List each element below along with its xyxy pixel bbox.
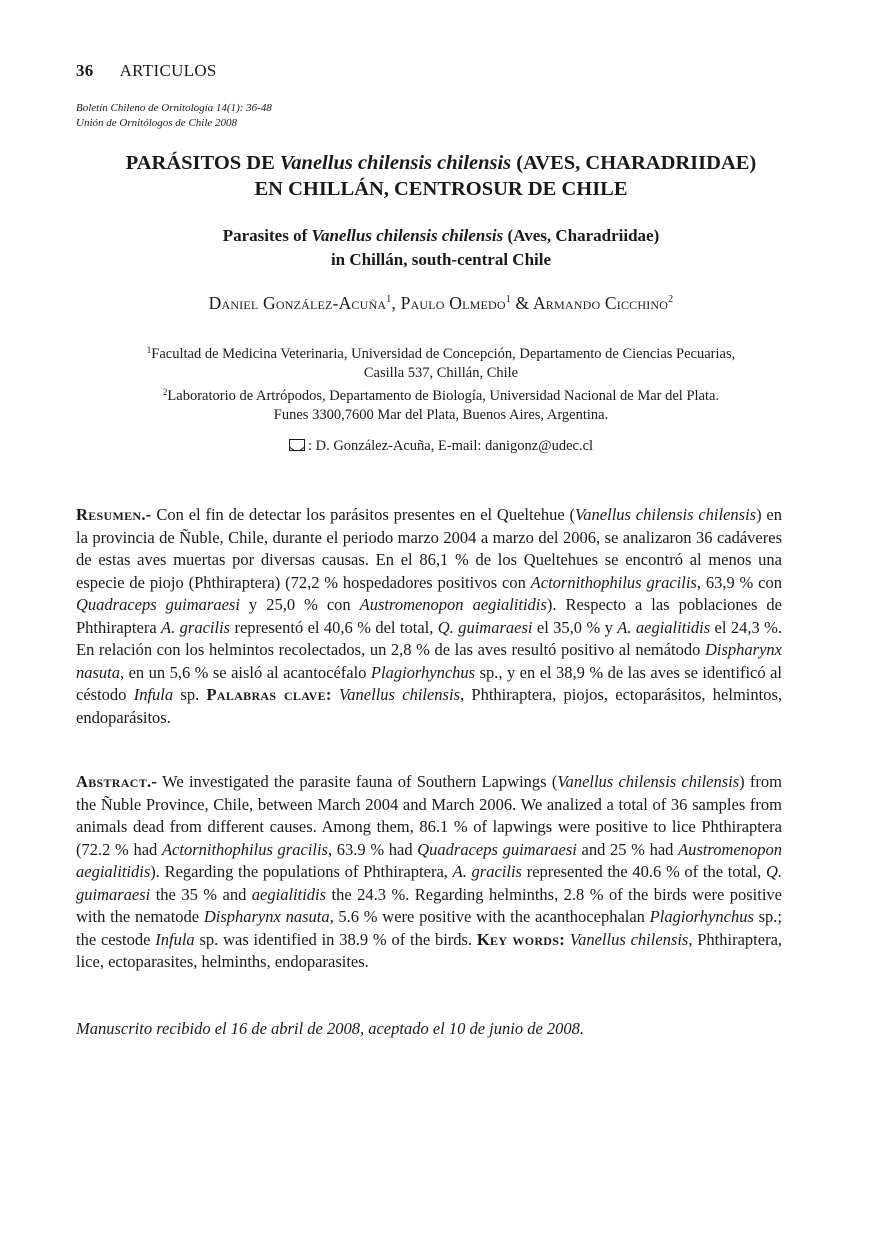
affiliation-text: Facultad de Medicina Veterinaria, Universidad de Concepción, Departamento de Ciencias Pecuarias, — [151, 346, 736, 362]
journal-line: Boletín Chileno de Ornitología 14(1): 36-48 — [76, 102, 272, 114]
author-name: Paulo Olmedo — [400, 293, 506, 313]
text-run: sp.; the cestode — [76, 907, 782, 949]
text-run: ). Regarding the populations of Phthiraptera, — [150, 862, 453, 881]
text-run: sp. — [173, 685, 207, 704]
affiliation-text: Laboratorio de Artrópodos, Departamento de Biología, Universidad Nacional de Mar del Plata. — [167, 388, 720, 404]
running-head — [76, 61, 217, 81]
text-run: representó el 40,6 % del total, — [230, 617, 438, 637]
species-name: Q. guimaraesi — [437, 617, 533, 637]
journal-publisher-line: Unión de Ornitólogos de Chile 2008 — [76, 117, 238, 129]
species-name: Infula — [133, 685, 174, 704]
envelope-icon — [289, 439, 305, 451]
text-run: el 35,0 % y — [532, 617, 618, 637]
species-name: Vanellus chilensis — [569, 929, 689, 949]
text-run: , 63,9 % con — [696, 572, 782, 592]
species-name: Plagiorhynchus — [649, 907, 754, 926]
species-name: Dispharynx nasuta — [76, 640, 782, 682]
species-name: A. gracilis — [452, 862, 522, 881]
text-run: sp., y en el 38,9 % de las aves se identificó al céstodo — [76, 662, 783, 704]
species-name: Vanellus chilensis — [339, 685, 460, 704]
author-name: Armando Cicchino — [532, 293, 669, 313]
affiliations — [60, 341, 822, 425]
species-name: Plagiorhynchus — [370, 662, 476, 682]
text-run: represented the 40.6 % of the total, — [521, 862, 766, 881]
affiliation-2-address: Funes 3300,7600 Mar del Plata, Buenos Aires, Argentina. — [273, 407, 609, 423]
text-run: the 24.3 %. Regarding helminths, 2.8 % of the birds were positive with the nematode — [76, 884, 783, 926]
page-number: 36 — [76, 61, 94, 80]
received-dates: Manuscrito recibido el 16 de abril de 2008, aceptado el 10 de junio de 2008. — [76, 1019, 585, 1038]
corresponding-author — [60, 438, 822, 455]
title-text: (Aves, Charadriidae) — [503, 226, 660, 245]
affiliation-marker: 1 — [386, 294, 392, 305]
article-title-es — [60, 150, 822, 202]
title-species: Vanellus chilensis chilensis — [279, 152, 512, 174]
contact-email: : D. González-Acuña, E-mail: danigonz@udec.cl — [307, 438, 594, 454]
species-name: Actornithophilus gracilis — [530, 572, 697, 592]
text-run: , 63.9 % had — [327, 839, 418, 859]
text-run: ) from the Ñuble Province, Chile, between March 2004 and March 2006. We analized a total of 36 samples from animals dead from different causes. Among them, 86.1 % of lapwings were positive to lice Phthiraptera (72.2 % had — [76, 772, 782, 859]
keywords-heading: Key words: — [476, 929, 566, 949]
text-run: , Phthiraptera, lice, ectoparasites, helminths, endoparasites. — [76, 929, 783, 971]
abstract-paragraph — [76, 771, 782, 974]
title-text: (AVES, CHARADRIIDAE) — [511, 152, 757, 174]
article-title-en — [60, 224, 822, 272]
species-name: A. gracilis — [161, 617, 231, 637]
species-name: Austromenopon aegialitidis — [359, 595, 547, 614]
title-species: Vanellus chilensis chilensis — [311, 226, 504, 245]
affiliation-2 — [60, 383, 822, 406]
text-run: el 24,3 %. En relación con los helmintos recolectados, un 2,8 % de las aves resultó positivo al nemátodo — [76, 617, 782, 659]
title-es-line2: EN CHILLÁN, CENTROSUR DE CHILE — [254, 178, 628, 200]
abstract-heading: Abstract.- — [76, 772, 158, 791]
section-label: ARTICULOS — [119, 61, 217, 80]
species-name: Infula — [155, 929, 195, 949]
text-run: , en un 5,6 % se aisló al acantocéfalo — [120, 662, 371, 682]
affiliation-marker: 1 — [146, 345, 152, 355]
species-name: A. aegialitidis — [617, 617, 711, 637]
text-run: We investigated the parasite fauna of Southern Lapwings ( — [157, 772, 558, 791]
title-en-line1 — [60, 224, 822, 248]
resumen-heading: Resumen.- — [76, 505, 152, 524]
resumen-paragraph — [76, 504, 782, 729]
title-text: PARÁSITOS DE — [125, 152, 280, 174]
affiliation-1 — [60, 341, 822, 364]
keywords-heading: Palabras clave: — [206, 685, 332, 704]
species-name: Dispharynx nasuta — [203, 907, 330, 926]
species-name: Vanellus chilensis chilensis — [557, 772, 740, 791]
title-en-line2: in Chillán, south-central Chile — [330, 250, 552, 269]
text-run: , Phthiraptera, piojos, ectoparásitos, helmintos, endoparásitos. — [76, 685, 783, 727]
text-run — [332, 685, 339, 704]
text-run: y 25,0 % con — [239, 595, 360, 614]
species-name: Q. guimaraesi — [76, 862, 783, 904]
species-name: Vanellus chilensis chilensis — [575, 505, 757, 524]
author-separator: & — [510, 293, 533, 313]
species-name: aegialitidis — [251, 884, 327, 904]
text-run: and 25 % had — [576, 839, 679, 859]
text-run: ). Respecto a las poblaciones de Phthiraptera — [76, 595, 783, 637]
author-list — [40, 293, 842, 314]
text-run: the 35 % and — [150, 884, 252, 904]
species-name: Austromenopon aegialitidis — [76, 839, 782, 881]
affiliation-marker: 2 — [162, 387, 168, 397]
author-separator: , — [391, 293, 401, 313]
species-name: Actornithophilus gracilis — [161, 839, 328, 859]
species-name: Quadraceps guimaraesi — [417, 839, 577, 859]
text-run: Con el fin de detectar los parásitos presentes en el Queltehue ( — [151, 505, 576, 524]
text-run: ) en la provincia de Ñuble, Chile, durante el periodo marzo 2004 a marzo del 2006, se analizaron 36 cadáveres de estas aves muertas por diversas causas. En el 86,1 % de los Queltehues se encontró al menos una especie de piojo (Phthiraptera) (72,2 % hospedadores positivos con — [76, 505, 782, 592]
species-name: Quadraceps guimaraesi — [76, 595, 240, 614]
affiliation-marker: 1 — [505, 294, 511, 305]
text-run: sp. was identified in 38.9 % of the birds. — [194, 929, 477, 949]
text-run: , 5.6 % were positive with the acanthocephalan — [329, 907, 650, 926]
affiliation-marker: 2 — [668, 294, 674, 305]
title-text: Parasites of — [222, 226, 312, 245]
author-name: Daniel González-Acuña — [208, 293, 387, 313]
affiliation-1-address: Casilla 537, Chillán, Chile — [363, 365, 519, 381]
journal-citation — [76, 101, 272, 131]
title-es-line1 — [60, 150, 822, 176]
